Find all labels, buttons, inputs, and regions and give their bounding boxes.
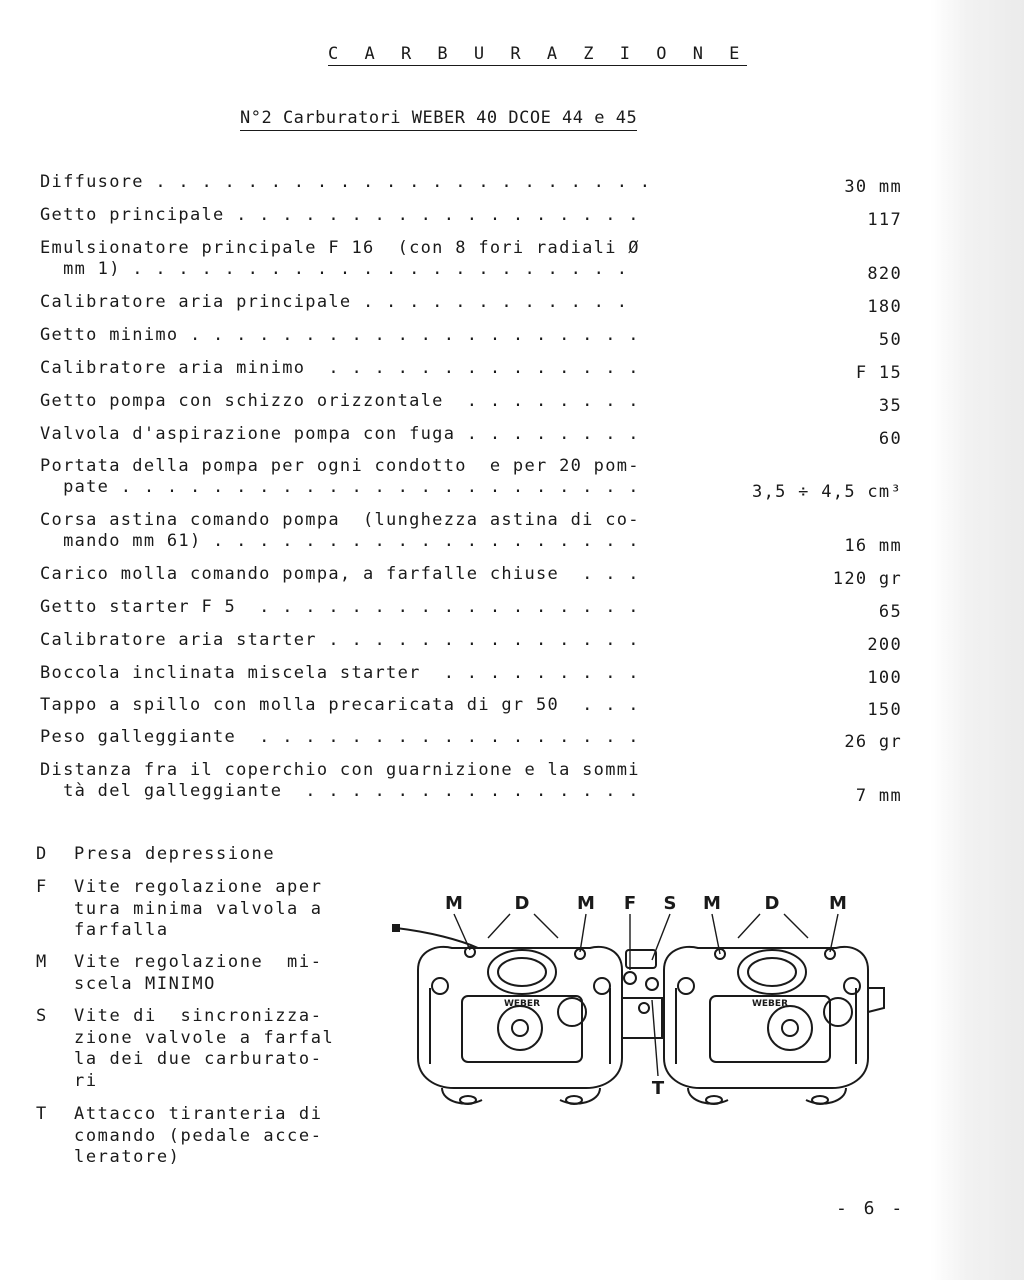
legend-text: Attacco tiranteria di comando (pedale acce- leratore) — [74, 1104, 323, 1167]
callout-label-t: T — [651, 1078, 665, 1099]
spec-label: Emulsionatore principale F 16 (con 8 fori radiali Ø mm 1) . . . . . . . . . . . . . . . . . . . . . . — [40, 238, 640, 279]
spec-value: 120 gr — [832, 569, 902, 589]
callout-label-m: M — [577, 893, 595, 914]
spec-value: 200 — [867, 635, 902, 655]
brand-label: WEBER — [751, 999, 789, 1009]
spec-label: Carico molla comando pompa, a farfalle chiuse . . . — [40, 564, 640, 584]
spec-value: 100 — [867, 668, 902, 688]
spec-label: Distanza fra il coperchio con guarnizione e la sommi tà del galleggiante . . . . . . . . . . . . . . . — [40, 760, 640, 801]
page-number: - 6 - — [836, 1198, 906, 1219]
spec-value: 7 mm — [855, 786, 902, 806]
spec-label: Getto starter F 5 . . . . . . . . . . . . . . . . . — [40, 597, 640, 617]
legend-key: M — [36, 952, 47, 972]
throttle-cable — [396, 928, 478, 948]
spec-label: Getto principale . . . . . . . . . . . . . . . . . . — [40, 205, 640, 225]
spec-label: Calibratore aria starter . . . . . . . . . . . . . . — [40, 630, 640, 650]
legend-key: F — [36, 877, 47, 897]
spec-value: 180 — [867, 297, 902, 317]
callout-label-m: M — [829, 893, 847, 914]
spec-label: Peso galleggiante . . . . . . . . . . . . . . . . . — [40, 727, 640, 747]
page-subtitle: N°2 Carburatori WEBER 40 DCOE 44 e 45 — [240, 108, 637, 131]
legend-text: Vite regolazione aper tura minima valvola a farfalla — [74, 877, 323, 940]
spec-label: Valvola d'aspirazione pompa con fuga . . . . . . . . — [40, 424, 640, 444]
legend-key: T — [36, 1104, 47, 1124]
spec-value: 16 mm — [844, 536, 902, 556]
callout-label-f: F — [623, 893, 637, 914]
spec-row — [0, 510, 1024, 556]
spec-value: 50 — [878, 330, 902, 350]
spec-label: Getto pompa con schizzo orizzontale . . . . . . . . — [40, 391, 640, 411]
spec-value: 65 — [878, 602, 902, 622]
spec-row — [0, 238, 1024, 284]
spec-value: 30 mm — [844, 177, 902, 197]
throttle-linkage — [622, 950, 662, 1038]
callout-label-m: M — [445, 893, 463, 914]
spec-value: 26 gr — [844, 732, 902, 752]
legend-key: S — [36, 1006, 47, 1026]
spec-row — [0, 760, 1024, 806]
spec-label: Corsa astina comando pompa (lunghezza astina di co- mando mm 61) . . . . . . . . . . . . . . . . . . . — [40, 510, 640, 551]
spec-label: Boccola inclinata miscela starter . . . . . . . . . — [40, 663, 640, 683]
spec-value: F 15 — [855, 363, 902, 383]
spec-value: 60 — [878, 429, 902, 449]
legend-text: Vite regolazione mi- scela MINIMO — [74, 952, 323, 994]
spec-label: Calibratore aria principale . . . . . . . . . . . . — [40, 292, 629, 312]
spec-label: Portata della pompa per ogni condotto e per 20 pom- pate . . . . . . . . . . . . . . . . . . . . . . . — [40, 456, 640, 497]
brand-label: WEBER — [503, 999, 541, 1009]
spec-label: Calibratore aria minimo . . . . . . . . . . . . . . — [40, 358, 640, 378]
spec-value: 3,5 ÷ 4,5 cm³ — [752, 482, 902, 502]
spec-label: Getto minimo . . . . . . . . . . . . . . . . . . . . — [40, 325, 640, 345]
spec-label: Diffusore . . . . . . . . . . . . . . . . . . . . . . — [40, 172, 652, 192]
callout-label-s: S — [663, 893, 677, 914]
spec-value: 820 — [867, 264, 902, 284]
spec-value: 35 — [878, 396, 902, 416]
spec-label: Tappo a spillo con molla precaricata di gr 50 . . . — [40, 695, 640, 715]
spec-value: 117 — [867, 210, 902, 230]
legend-text: Vite di sincronizza- zione valvole a farfal la dei due carburato- ri — [74, 1006, 335, 1091]
right-carburetor — [664, 947, 884, 1104]
callout-label-m: M — [703, 893, 721, 914]
spec-value: 150 — [867, 700, 902, 720]
spec-row — [0, 456, 1024, 502]
page-title: C A R B U R A Z I O N E — [328, 44, 748, 64]
legend-text: Presa depressione — [74, 844, 276, 864]
callout-label-d: D — [514, 893, 530, 914]
carburetor-diagram — [390, 888, 890, 1128]
legend-key: D — [36, 844, 47, 864]
callout-label-d: D — [764, 893, 780, 914]
left-carburetor — [418, 947, 622, 1104]
